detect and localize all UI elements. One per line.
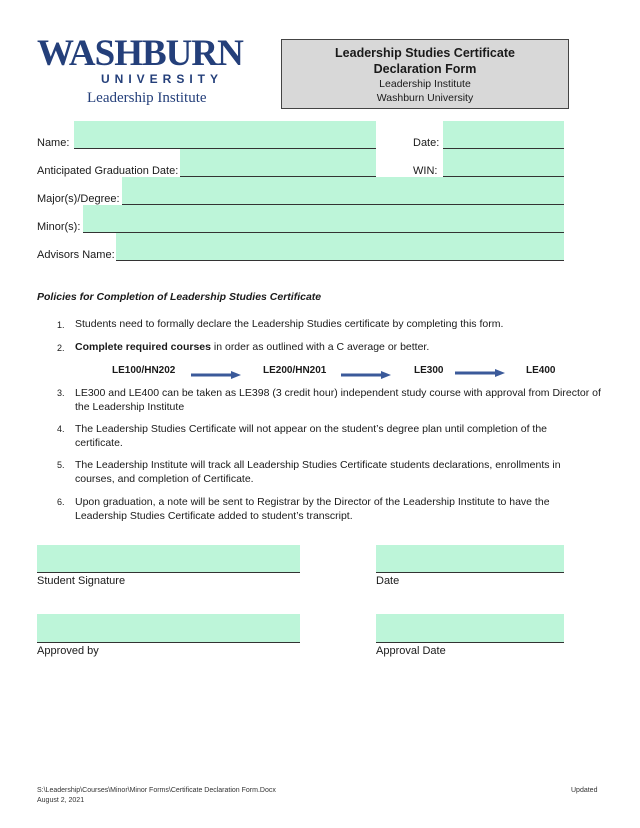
- footer-date: August 2, 2021: [37, 797, 85, 804]
- policy-text: Upon graduation, a note will be sent to Registrar by the Director of the Leadership Institute to have the Leadership Studies Certificate added to student’s transcript.: [75, 496, 550, 522]
- minor-field[interactable]: [83, 205, 564, 233]
- name-label: Name:: [37, 137, 70, 149]
- policy-number: 3.: [57, 388, 65, 398]
- minor-label: Minor(s):: [37, 221, 81, 233]
- policy-text: [75, 341, 601, 353]
- student-signature-field[interactable]: [37, 545, 300, 573]
- course-le400: LE400: [526, 365, 556, 376]
- logo-university: UNIVERSITY: [101, 72, 224, 86]
- policy-text: The Leadership Institute will track all Leadership Studies Certificate students declarations, enrollments in courses, and completion of Certificate.: [75, 459, 561, 485]
- policies-list: [37, 318, 607, 538]
- form-subtitle-university: Washburn University: [376, 92, 474, 104]
- course-le100: LE100/HN202: [112, 365, 176, 376]
- advisors-field[interactable]: [116, 233, 564, 261]
- logo: [37, 34, 267, 114]
- course-le300: LE300: [414, 365, 444, 376]
- form-title-line2: Declaration Form: [373, 62, 477, 76]
- signature-date-label: Date: [376, 575, 400, 587]
- logo-wordmark: WASHBURN: [37, 33, 243, 74]
- approval-date-field[interactable]: [376, 614, 564, 643]
- policy-number: 5.: [57, 460, 65, 470]
- arrow-icon: [341, 367, 391, 385]
- policy-number: 4.: [57, 424, 65, 434]
- approved-by-label: Approved by: [37, 645, 99, 657]
- approval-date-label: Approval Date: [376, 645, 446, 657]
- approved-by-field[interactable]: [37, 614, 300, 643]
- policy-bold-text: Complete required courses: [75, 341, 211, 353]
- form-subtitle-institute: Leadership Institute: [379, 78, 471, 90]
- policy-text: LE300 and LE400 can be taken as LE398 (3 credit hour) independent study course with approval from Director of the Leadership Institute: [75, 387, 601, 413]
- policy-number: 1.: [57, 320, 65, 330]
- policy-text: Students need to formally declare the Leadership Studies certificate by completing this form.: [75, 318, 504, 330]
- policies-heading: Policies for Completion of Leadership Studies Certificate: [37, 291, 322, 303]
- graduation-date-field[interactable]: [180, 149, 376, 177]
- student-signature-label: Student Signature: [37, 575, 126, 587]
- policy-text: The Leadership Studies Certificate will not appear on the student’s degree plan until completion of the certificate.: [75, 423, 548, 449]
- name-field[interactable]: [74, 121, 376, 149]
- arrow-icon: [455, 365, 505, 383]
- date-label: Date:: [413, 137, 440, 149]
- major-label: Major(s)/Degree:: [37, 193, 120, 205]
- major-field[interactable]: [122, 177, 564, 205]
- policy-number: 2.: [57, 343, 65, 353]
- date-field[interactable]: [443, 121, 564, 149]
- policy-rest-text: in order as outlined with a C average or better.: [210, 341, 430, 353]
- footer-updated: Updated: [571, 787, 598, 794]
- footer-file-path: S:\Leadership\Courses\Minor\Minor Forms\Certificate Declaration Form.Docx: [37, 787, 276, 794]
- signature-date-field[interactable]: [376, 545, 564, 573]
- logo-institute: Leadership Institute: [87, 90, 207, 106]
- advisors-label: Advisors Name:: [37, 249, 115, 261]
- policy-number: 6.: [57, 497, 65, 507]
- course-le200: LE200/HN201: [263, 365, 327, 376]
- win-field[interactable]: [443, 149, 564, 177]
- graduation-date-label: Anticipated Graduation Date:: [37, 165, 179, 177]
- arrow-icon: [191, 367, 241, 385]
- title-box: [281, 39, 569, 109]
- form-title-line1: Leadership Studies Certificate: [335, 46, 515, 60]
- win-label: WIN:: [413, 165, 438, 177]
